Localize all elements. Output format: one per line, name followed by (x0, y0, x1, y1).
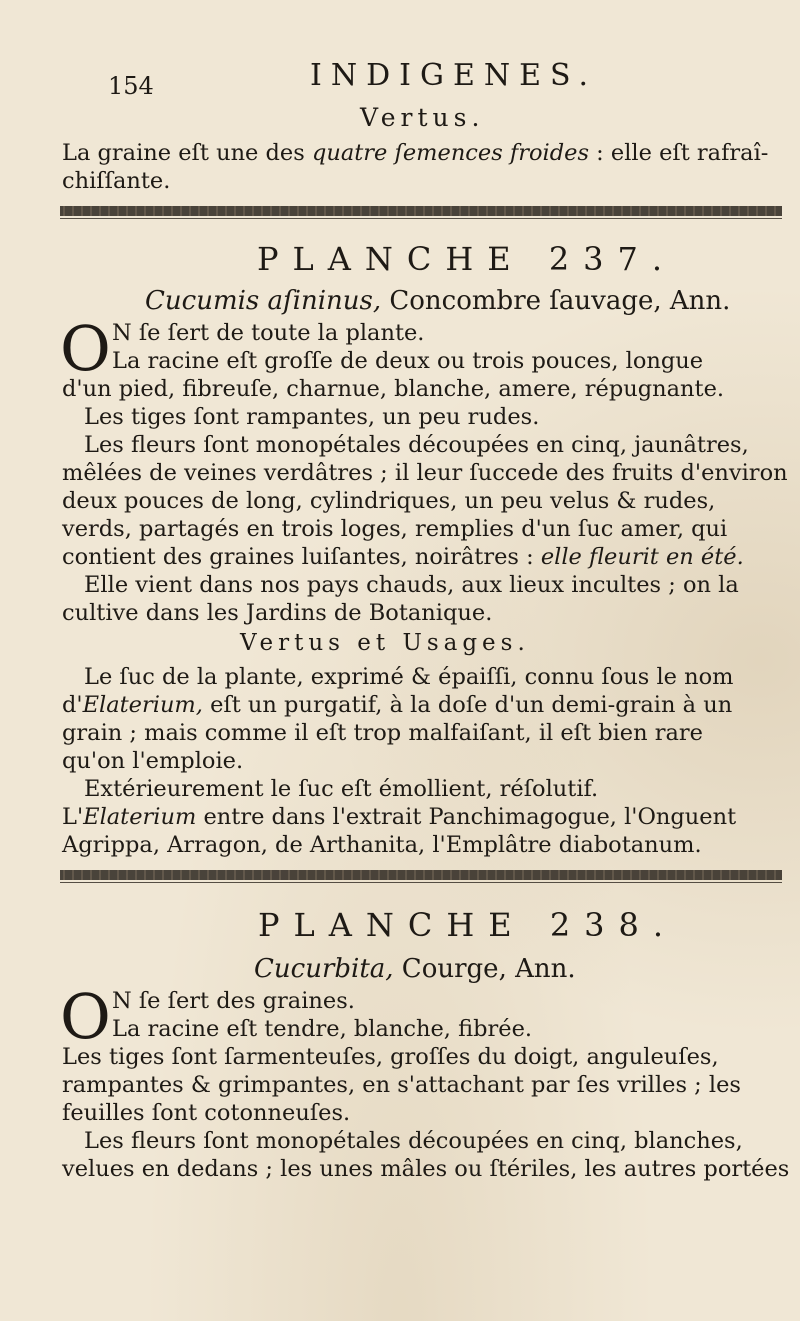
usages-line: Le ſuc de la plante, exprimé & épaiſſi, connu ſous le nom (84, 664, 734, 690)
p238-line: Les tiges ſont ſarmenteuſes, groſſes du doigt, anguleuſes, (62, 1044, 719, 1070)
planche-238-plant-name: Cucurbita, Courge, Ann. (254, 954, 576, 984)
planche-237-title: PLANCHE 237. (257, 240, 677, 278)
p237-line: Les tiges ſont rampantes, un peu rudes. (84, 404, 540, 430)
p237-line: La racine eſt groſſe de deux ou trois pouces, longue (112, 348, 704, 374)
p238-line: feuilles ſont cotonneuſes. (62, 1100, 351, 1126)
planche-238-title: PLANCHE 238. (258, 906, 678, 944)
p237-line: cultive dans les Jardins de Botanique. (62, 600, 493, 626)
p237-line: contient des graines luiſantes, noirâtres : elle fleurit en été. (62, 544, 744, 570)
p238-line: rampantes & grimpantes, en s'attachant par ſes vrilles ; les (62, 1072, 741, 1098)
p237-line: N ſe ſert de toute la plante. (112, 320, 425, 346)
planche-237-dropcap: O (60, 312, 111, 385)
p237-line: mêlées de veines verdâtres ; il leur ſuccede des fruits d'environ (62, 460, 788, 486)
ornamental-rule (60, 870, 782, 880)
p237-line: verds, partagés en trois loges, remplies d'un ſuc amer, qui (62, 516, 728, 542)
intro-line-1: La graine eſt une des quatre ſemences froides : elle eſt rafraî- (62, 140, 769, 166)
running-title: INDIGENES. (310, 58, 598, 93)
planche-237-plant-name: Cucumis aſininus, Concombre ſauvage, Ann. (145, 286, 731, 316)
section-heading-vertus: Vertus. (360, 103, 485, 132)
p237-line: Elle vient dans nos pays chauds, aux lieux incultes ; on la (84, 572, 739, 598)
usages-line: grain ; mais comme il eſt trop malfaiſant, il eſt bien rare (62, 720, 703, 746)
planche-238-dropcap: O (60, 980, 111, 1053)
usages-line: Extérieurement le ſuc eſt émollient, réſolutif. (84, 776, 599, 802)
p238-line: velues en dedans ; les unes mâles ou ſtériles, les autres portées (62, 1156, 790, 1182)
usages-line: L'Elaterium entre dans l'extrait Panchimagogue, l'Onguent (62, 804, 737, 830)
p237-line: deux pouces de long, cylindriques, un peu velus & rudes, (62, 488, 716, 514)
usages-line: qu'on l'emploie. (62, 748, 244, 774)
usages-line: d'Elaterium, eſt un purgatif, à la doſe d'un demi-grain à un (62, 692, 733, 718)
usages-heading: Vertus et Usages. (240, 630, 530, 656)
page-number: 154 (108, 72, 154, 100)
ornamental-rule (60, 206, 782, 216)
p237-line: Les fleurs ſont monopétales découpées en cinq, jaunâtres, (84, 432, 749, 458)
p238-line: Les fleurs ſont monopétales découpées en cinq, blanches, (84, 1128, 743, 1154)
p238-line: N ſe ſert des graines. (112, 988, 355, 1014)
p237-line: d'un pied, fibreuſe, charnue, blanche, amere, répugnante. (62, 376, 725, 402)
p238-line: La racine eſt tendre, blanche, fibrée. (112, 1016, 533, 1042)
usages-line: Agrippa, Arragon, de Arthanita, l'Emplâtre diabotanum. (62, 832, 702, 858)
intro-line-2: chiſſante. (62, 168, 171, 194)
